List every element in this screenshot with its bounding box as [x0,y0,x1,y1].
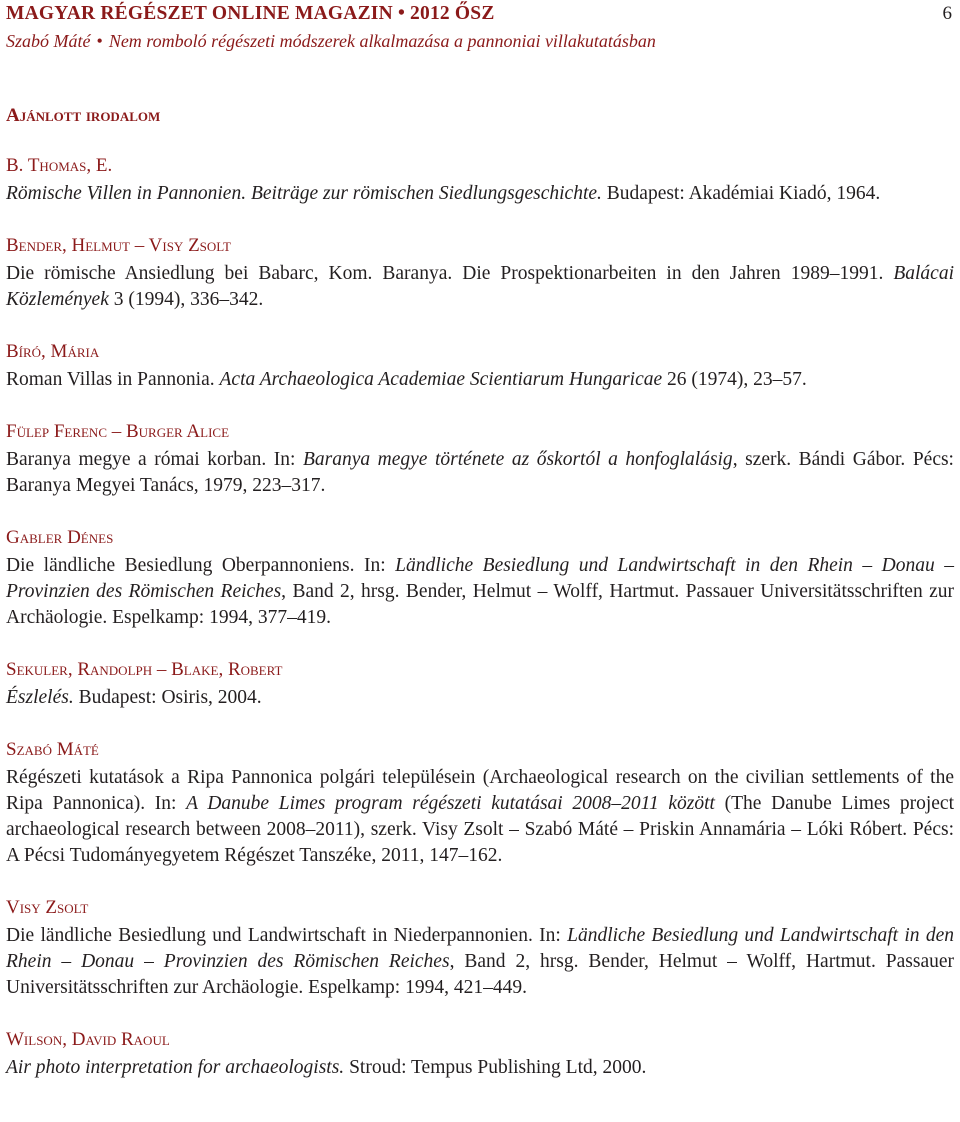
reference-entry [6,420,954,499]
reference-italic: A Danube Limes program régészeti kutatásai 2008–2011 között [186,793,715,814]
reference-author: Gabler Dénes [6,527,114,548]
reference-italic: Acta Archaeologica Academiae Scientiarum Hungaricae [219,369,663,390]
reference-text [6,765,954,869]
reference-italic: Balácai Közlemények [6,263,954,310]
reference-author: Sekuler, Randolph – Blake, Robert [6,659,283,680]
reference-segment: , Band 2, hrsg. Bender, Helmut – Wolff, Hartmut. Passauer Universitätsschriften zur Archäologie. Espelkamp: 1994, 377–419. [6,581,954,628]
reference-italic: Észlelés. [6,687,74,708]
reference-segment: 26 (1974), 23–57. [662,369,807,390]
reference-entry [6,526,954,631]
reference-author: B. Thomas, E. [6,155,113,176]
reference-italic: Ländliche Besiedlung und Landwirtschaft in den Rhein – Donau – Provinzien des Römischen Reiches [6,925,954,972]
reference-entry [6,234,954,313]
reference-author: Bender, Helmut – Visy Zsolt [6,235,231,256]
reference-segment: Budapest: Akadémiai Kiadó, 1964. [601,183,881,204]
reference-entry [6,340,954,393]
reference-list [6,154,954,1081]
reference-author: Bíró, Mária [6,341,100,362]
magazine-season: 2012 ŐSZ [410,3,495,24]
reference-italic: Römische Villen in Pannonien. Beiträge zur römischen Siedlungsgeschichte. [6,183,602,204]
reference-segment: Baranya megye a római korban. In: [6,449,303,470]
reference-text [6,447,954,499]
reference-segment: (The Danube Limes project archaeological research between 2008–2011), szerk. Visy Zsolt – Szabó Máté – Priskin Annamária – Lóki Róbert. Pécs: A Pécsi Tudományegyetem Régészet Tanszéke, 2011, 147–162. [6,793,954,866]
article-author: Szabó Máté [6,31,91,51]
magazine-name: MAGYAR RÉGÉSZET ONLINE MAGAZIN [6,3,393,24]
reference-text [6,685,954,711]
reference-text [6,261,954,313]
reference-segment: Die ländliche Besiedlung Oberpannoniens. In: [6,555,396,576]
subtitle-bullet: • [96,31,103,51]
reference-author: Visy Zsolt [6,897,89,918]
reference-segment: Budapest: Osiris, 2004. [73,687,262,708]
article-title: Nem romboló régészeti módszerek alkalmazása a pannoniai villakutatásban [108,31,656,51]
reference-segment: Roman Villas in Pannonia. [6,369,220,390]
reference-entry [6,658,954,711]
reference-italic: Air photo interpretation for archaeologists. [6,1057,345,1078]
reference-entry [6,738,954,869]
reference-entry [6,1028,954,1081]
section-title: Ajánlott irodalom [6,105,161,126]
reference-segment: Stroud: Tempus Publishing Ltd, 2000. [344,1057,647,1078]
reference-author: Fülep Ferenc – Burger Alice [6,421,230,442]
reference-segment: , szerk. Bándi Gábor. Pécs: Baranya Megyei Tanács, 1979, 223–317. [6,449,954,496]
reference-segment: Régészeti kutatások a Ripa Pannonica polgári településein (Archaeological research on the civilian settlements of the Ripa Pannonica). In: [6,767,954,814]
reference-segment: Die römische Ansiedlung bei Babarc, Kom. Baranya. Die Prospektionarbeiten in den Jahren 1989–1991. [6,263,894,284]
header-bullet: • [397,3,405,24]
reference-segment: , Band 2, hrsg. Bender, Helmut – Wolff, Hartmut. Passauer Universitätsschriften zur Archäologie. Espelkamp: 1994, 421–449. [6,951,954,998]
article-subtitle [6,29,954,53]
reference-text [6,553,954,631]
reference-author: Wilson, David Raoul [6,1029,170,1050]
bibliography [6,104,954,1081]
reference-text [6,181,954,207]
reference-italic: Ländliche Besiedlung und Landwirtschaft in den Rhein – Donau – Provinzien des Römischen Reiches [6,555,954,602]
reference-author: Szabó Máté [6,739,99,760]
magazine-title-line [6,2,954,26]
reference-italic: Baranya megye története az őskortól a honfoglalásig [302,449,733,470]
reference-entry [6,896,954,1001]
reference-text [6,1055,954,1081]
page-header [6,2,954,53]
reference-segment: Die ländliche Besiedlung und Landwirtschaft in Niederpannonien. In: [6,925,568,946]
reference-segment: 3 (1994), 336–342. [108,289,264,310]
page-number: 6 [942,3,952,24]
reference-text [6,367,954,393]
reference-entry [6,154,954,207]
reference-text [6,923,954,1001]
